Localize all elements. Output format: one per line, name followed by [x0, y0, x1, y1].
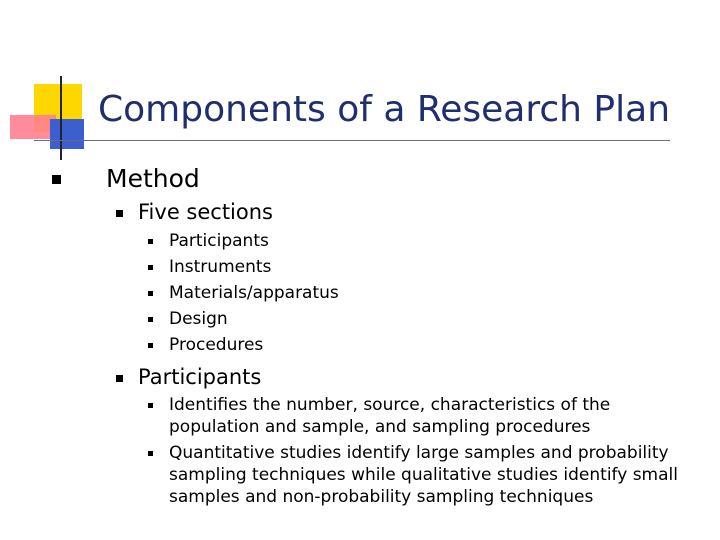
paragraph-line: Identifies the number, source, characteristics of the	[169, 395, 611, 415]
paragraph-line: Quantitative studies identify large samples and probability	[169, 443, 669, 463]
list-item-design: Design	[169, 309, 228, 329]
bullet-marker	[148, 343, 153, 348]
paragraph-line: population and sample, and sampling procedures	[169, 417, 591, 437]
list-item-instruments: Instruments	[169, 257, 272, 277]
list-item-procedures: Procedures	[169, 335, 264, 355]
slide-title: Components of a Research Plan	[98, 89, 671, 130]
list-item-materials: Materials/apparatus	[169, 283, 339, 303]
bullet-marker	[116, 210, 123, 217]
bullet-marker	[148, 317, 153, 322]
paragraph-line: samples and non-probability sampling techniques	[169, 487, 594, 507]
bullet-participants: Participants	[138, 365, 262, 389]
list-item-participants: Participants	[169, 231, 269, 251]
bullet-five-sections: Five sections	[138, 200, 273, 224]
bullet-marker	[148, 451, 153, 456]
bullet-marker	[148, 291, 153, 296]
bullet-marker	[148, 239, 153, 244]
decor-vertical-line	[60, 76, 62, 160]
bullet-marker	[148, 265, 153, 270]
bullet-marker	[52, 175, 61, 184]
bullet-method: Method	[106, 164, 200, 193]
bullet-marker	[148, 403, 153, 408]
paragraph-line: sampling techniques while qualitative studies identify small	[169, 465, 678, 485]
bullet-marker	[116, 375, 123, 382]
title-underline	[34, 140, 670, 141]
decor-blue-square	[50, 119, 84, 149]
